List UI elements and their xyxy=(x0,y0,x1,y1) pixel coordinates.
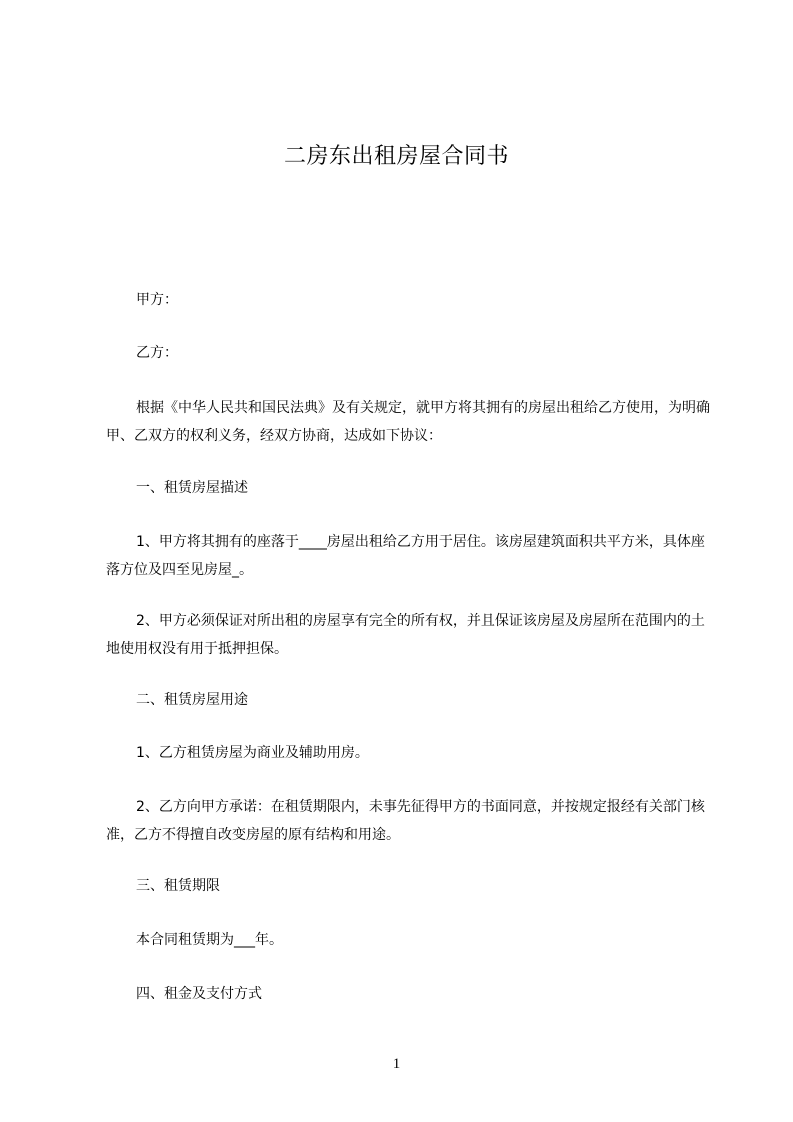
party-b-line: 乙方： xyxy=(136,345,178,361)
document-title: 二房东出租房屋合同书 xyxy=(283,144,509,169)
section-heading-2: 二、租赁房屋用途 xyxy=(136,692,248,708)
clause-3-1: 本合同租赁期为___年。 xyxy=(136,932,283,948)
section-heading-4: 四、租金及支付方式 xyxy=(136,986,262,1002)
clause-2-2: 2、乙方向甲方承诺：在租赁期限内，未事先征得甲方的书面同意，并按规定报经有关部门核准，乙方不得擅自改变房屋的原有结构和用途。 xyxy=(106,799,705,843)
section-heading-3: 三、租赁期限 xyxy=(136,878,220,894)
section-heading-1: 一、租赁房屋描述 xyxy=(136,480,248,496)
clause-1-1: 1、甲方将其拥有的座落于____房屋出租给乙方用于居住。该房屋建筑面积共平方米，具体座落方位及四至见房屋_。 xyxy=(106,534,705,578)
preamble-paragraph: 根据《中华人民共和国民法典》及有关规定，就甲方将其拥有的房屋出租给乙方使用，为明确甲、乙双方的权利义务，经双方协商，达成如下协议： xyxy=(106,400,710,444)
party-a-line: 甲方： xyxy=(136,292,178,308)
clause-2-1: 1、乙方租赁房屋为商业及辅助用房。 xyxy=(136,745,369,761)
page-number: 1 xyxy=(392,1056,401,1072)
clause-1-2: 2、甲方必须保证对所出租的房屋享有完全的所有权，并且保证该房屋及房屋所在范围内的土地使用权没有用于抵押担保。 xyxy=(106,613,705,657)
